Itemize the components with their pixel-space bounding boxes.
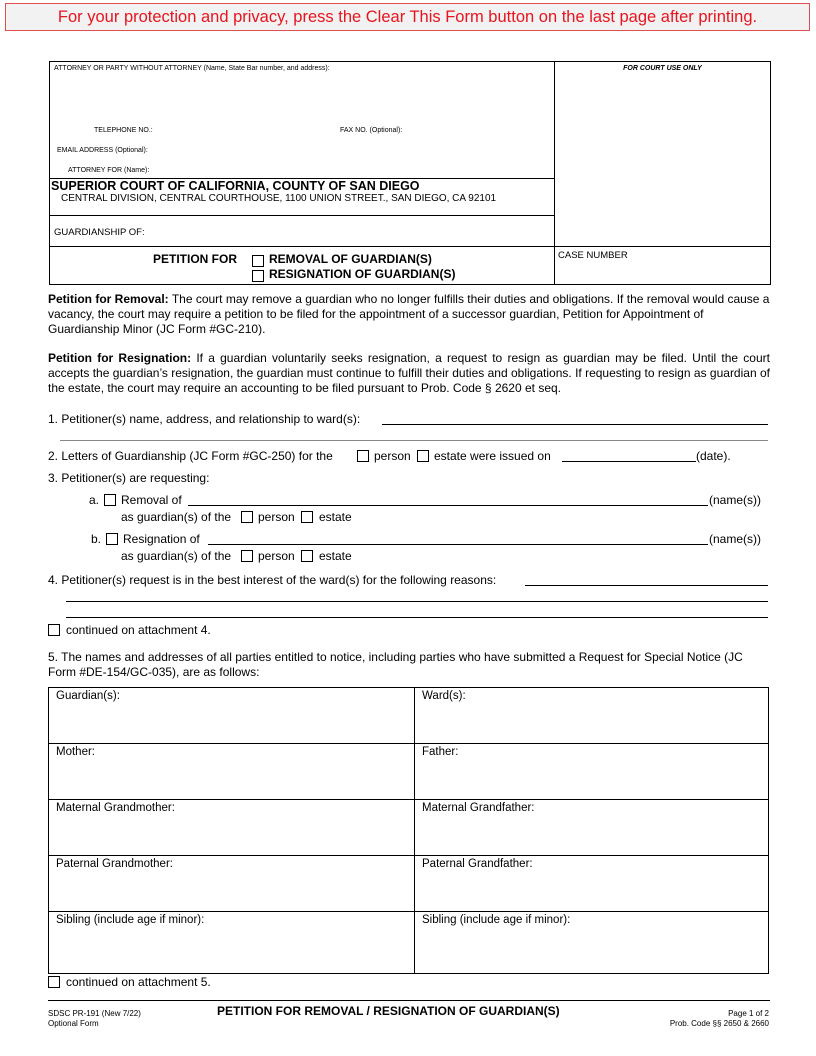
footer-page: Page 1 of 2 (728, 1009, 769, 1018)
maternal-grandmother-cell[interactable] (49, 800, 414, 855)
paternal-grandfather-cell[interactable] (415, 856, 768, 911)
removal-heading: Petition for Removal: (48, 292, 169, 306)
item-3b-person-label: person (258, 549, 295, 563)
footer-code: Prob. Code §§ 2650 & 2660 (669, 1019, 769, 1028)
court-block (50, 179, 555, 216)
footer-form-id: SDSC PR-191 (New 7/22) (48, 1009, 141, 1018)
court-use-label: FOR COURT USE ONLY (623, 65, 702, 72)
item-3b-checkbox[interactable] (106, 532, 118, 546)
item-3b-estate-checkbox[interactable] (301, 549, 313, 563)
wards-cell[interactable] (415, 688, 768, 743)
item-1-input-line[interactable] (382, 424, 768, 425)
footer-optional: Optional Form (48, 1019, 99, 1028)
sibling-right-label: Sibling (include age if minor): (422, 914, 571, 926)
resignation-text: If a guardian voluntarily seeks resignation, a request to resign as guardian may be filed. Until the court accepts the guardian’s resignation, the guardian must continue to fulfill their duties and obligations. If requesting to resign as guardian of the estate, the court may require an accounting to be filed pursuant to Prob. Code § 2620 et seq. (48, 351, 770, 395)
guardianship-of-field[interactable] (50, 216, 555, 247)
father-cell[interactable] (415, 744, 768, 799)
paternal-grandmother-cell[interactable] (49, 856, 414, 911)
item-3a-names-line[interactable] (188, 505, 708, 506)
sibling-left-cell[interactable] (49, 912, 414, 973)
attorney-label: ATTORNEY OR PARTY WITHOUT ATTORNEY (Name, State Bar number, and address): (54, 65, 330, 72)
case-number-label: CASE NUMBER (558, 250, 628, 261)
caption-header (49, 61, 771, 285)
wards-label: Ward(s): (422, 690, 466, 702)
item-5-label: 5. The names and addresses of all parties entitled to notice, including parties who have submitted a Request for Special Notice (JC Form #DE-154/GC-035), are as follows: (48, 650, 743, 679)
item-3b-names-line[interactable] (208, 544, 708, 545)
item-3a-marker: a. (89, 493, 100, 507)
item-2-date-line[interactable] (562, 461, 696, 462)
email-label: EMAIL ADDRESS (Optional): (57, 147, 148, 154)
maternal-grandfather-label: Maternal Grandfather: (422, 802, 535, 814)
continued-5-checkbox[interactable] (48, 975, 60, 989)
paternal-grandfather-label: Paternal Grandfather: (422, 858, 533, 870)
mother-cell[interactable] (49, 744, 414, 799)
resignation-option-label: RESIGNATION OF GUARDIAN(S) (269, 267, 456, 281)
item-4-input-line-2[interactable] (66, 601, 768, 602)
guardians-label: Guardian(s): (56, 690, 120, 702)
court-use-area (555, 62, 770, 247)
petition-for-label: PETITION FOR (153, 252, 237, 266)
item-4-input-line-3[interactable] (66, 617, 768, 618)
item-2-label: 2. Letters of Guardianship (JC Form #GC-250) for the (48, 449, 333, 463)
item-3a-estate-label: estate (319, 510, 352, 524)
guardianship-label: GUARDIANSHIP OF: (54, 227, 145, 238)
sibling-left-label: Sibling (include age if minor): (56, 914, 205, 926)
fax-label: FAX NO. (Optional): (340, 127, 403, 134)
item-3b-person-checkbox[interactable] (241, 549, 253, 563)
item-3a-estate-checkbox[interactable] (301, 510, 313, 524)
removal-paragraph (48, 292, 770, 337)
resignation-checkbox[interactable] (252, 267, 264, 285)
caption-right (555, 62, 770, 284)
item-3a-person-checkbox[interactable] (241, 510, 253, 524)
resignation-heading: Petition for Resignation: (48, 351, 192, 365)
item-3a-checkbox[interactable] (104, 493, 116, 507)
item-3-label: 3. Petitioner(s) are requesting: (48, 471, 210, 485)
item-3a-names-suffix: (name(s)) (709, 493, 762, 507)
item-2-date-suffix: (date). (696, 449, 731, 463)
removal-text: The court may remove a guardian who no longer fulfills their duties and obligations. If the removal would cause a vacancy, the court may require a petition to be filed for the appointment of a successor guardian, Petition for Appointment of Guardianship Minor (JC Form #GC-210). (48, 292, 770, 336)
parties-table (48, 687, 769, 974)
item-3b-marker: b. (91, 532, 102, 546)
item-3a-person-label: person (258, 510, 295, 524)
item-1-input-line-2[interactable] (60, 440, 768, 441)
court-address: CENTRAL DIVISION, CENTRAL COURTHOUSE, 1100 UNION STREET., SAN DIEGO, CA 92101 (61, 193, 497, 204)
item-4-input-line[interactable] (525, 585, 768, 586)
caption-left (50, 62, 555, 284)
item-3b-estate-label: estate (319, 549, 352, 563)
case-number-field[interactable] (555, 247, 770, 284)
item-2-estate-checkbox[interactable] (417, 449, 429, 463)
footer-rule (48, 1000, 770, 1001)
item-2-person-checkbox[interactable] (357, 449, 369, 463)
continued-4-checkbox[interactable] (48, 623, 60, 637)
petition-title-block (50, 247, 555, 284)
privacy-banner: For your protection and privacy, press the Clear This Form button on the last page after printing. (5, 3, 810, 31)
resignation-paragraph (48, 351, 770, 396)
item-3b-as-guardian: as guardian(s) of the (121, 549, 232, 563)
item-2-person-label: person (374, 449, 411, 463)
item-2-estate-label: estate were issued on (434, 449, 551, 463)
item-1-label: 1. Petitioner(s) name, address, and relationship to ward(s): (48, 412, 361, 426)
maternal-grandfather-cell[interactable] (415, 800, 768, 855)
mother-label: Mother: (56, 746, 95, 758)
item-3a-label: Removal of (121, 493, 182, 507)
continued-4-label: continued on attachment 4. (66, 623, 211, 637)
maternal-grandmother-label: Maternal Grandmother: (56, 802, 175, 814)
telephone-label: TELEPHONE NO.: (94, 127, 153, 134)
court-name: SUPERIOR COURT OF CALIFORNIA, COUNTY OF SAN DIEGO (51, 179, 420, 193)
item-3b-names-suffix: (name(s)) (709, 532, 762, 546)
footer-title: PETITION FOR REMOVAL / RESIGNATION OF GUARDIAN(S) (217, 1004, 560, 1018)
father-label: Father: (422, 746, 459, 758)
item-4-label: 4. Petitioner(s) request is in the best interest of the ward(s) for the following reasons: (48, 573, 497, 587)
attorney-block[interactable] (50, 62, 555, 179)
guardians-cell[interactable] (49, 688, 414, 743)
sibling-right-cell[interactable] (415, 912, 768, 973)
attorney-for-label: ATTORNEY FOR (Name): (68, 167, 150, 174)
item-3b-label: Resignation of (123, 532, 200, 546)
paternal-grandmother-label: Paternal Grandmother: (56, 858, 173, 870)
removal-option-label: REMOVAL OF GUARDIAN(S) (269, 252, 432, 266)
continued-5-label: continued on attachment 5. (66, 975, 211, 989)
item-3a-as-guardian: as guardian(s) of the (121, 510, 232, 524)
